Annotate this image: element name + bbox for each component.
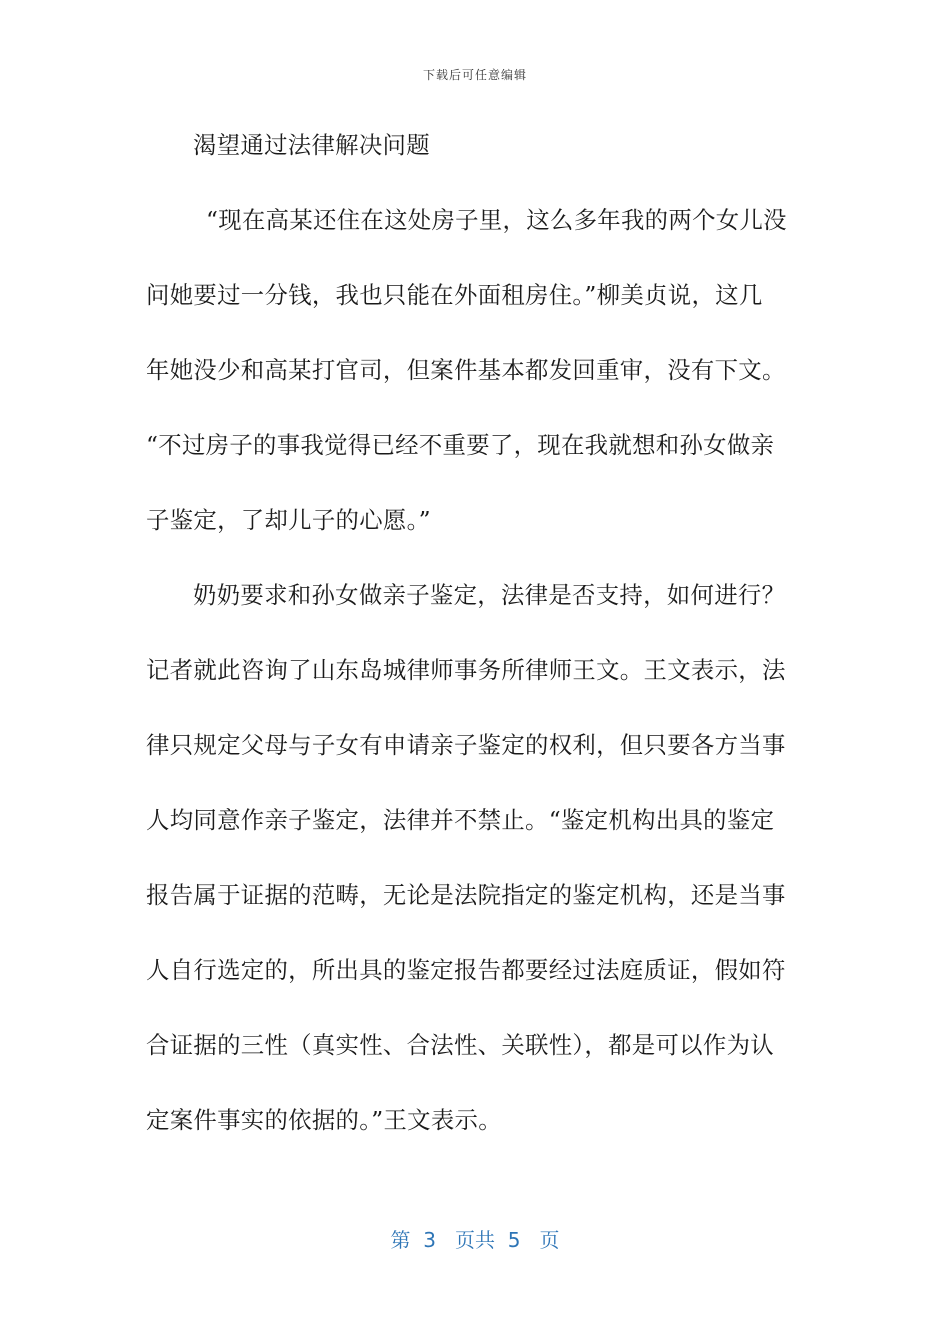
paragraph-line: 子鉴定，了却儿子的心愿。” [146,506,431,534]
paragraph-line: 报告属于证据的范畴，无论是法院指定的鉴定机构，还是当事 [146,881,786,909]
footer-page-number: 3 [423,1228,436,1252]
paragraph-line: 记者就此咨询了山东岛城律师事务所律师王文。王文表示，法 [146,656,786,684]
paragraph-line: 合证据的三性（真实性、合法性、关联性），都是可以作为认 [146,1031,774,1059]
paragraph-line: 问她要过一分钱，我也只能在外面租房住。”柳美贞说，这几 [146,281,763,309]
paragraph-line: 人均同意作亲子鉴定，法律并不禁止。“鉴定机构出具的鉴定 [146,806,775,834]
paragraph-line: 奶奶要求和孙女做亲子鉴定，法律是否支持，如何进行？ [193,581,786,609]
paragraph-line: 年她没少和高某打官司，但案件基本都发回重审，没有下文。 [146,356,786,384]
paragraph-line: “不过房子的事我觉得已经不重要了，现在我就想和孙女做亲 [146,431,775,459]
footer-suffix: 页 [539,1228,560,1252]
footer-prefix: 第 [390,1228,411,1252]
paragraph-line: 律只规定父母与子女有申请亲子鉴定的权利，但只要各方当事 [146,731,786,759]
document-body [146,122,794,1172]
paragraph-line: 人自行选定的，所出具的鉴定报告都要经过法庭质证，假如符 [146,956,786,984]
section-heading: 渴望通过法律解决问题 [193,131,430,159]
page-header: 下载后可任意编辑 [422,68,527,82]
page-footer [0,1224,950,1253]
footer-middle: 页共 [455,1228,495,1252]
footer-total-pages: 5 [507,1228,521,1252]
paragraph-line: 定案件事实的依据的。”王文表示。 [146,1106,502,1134]
paragraph-line: “现在高某还住在这处房子里，这么多年我的两个女儿没 [206,206,787,234]
